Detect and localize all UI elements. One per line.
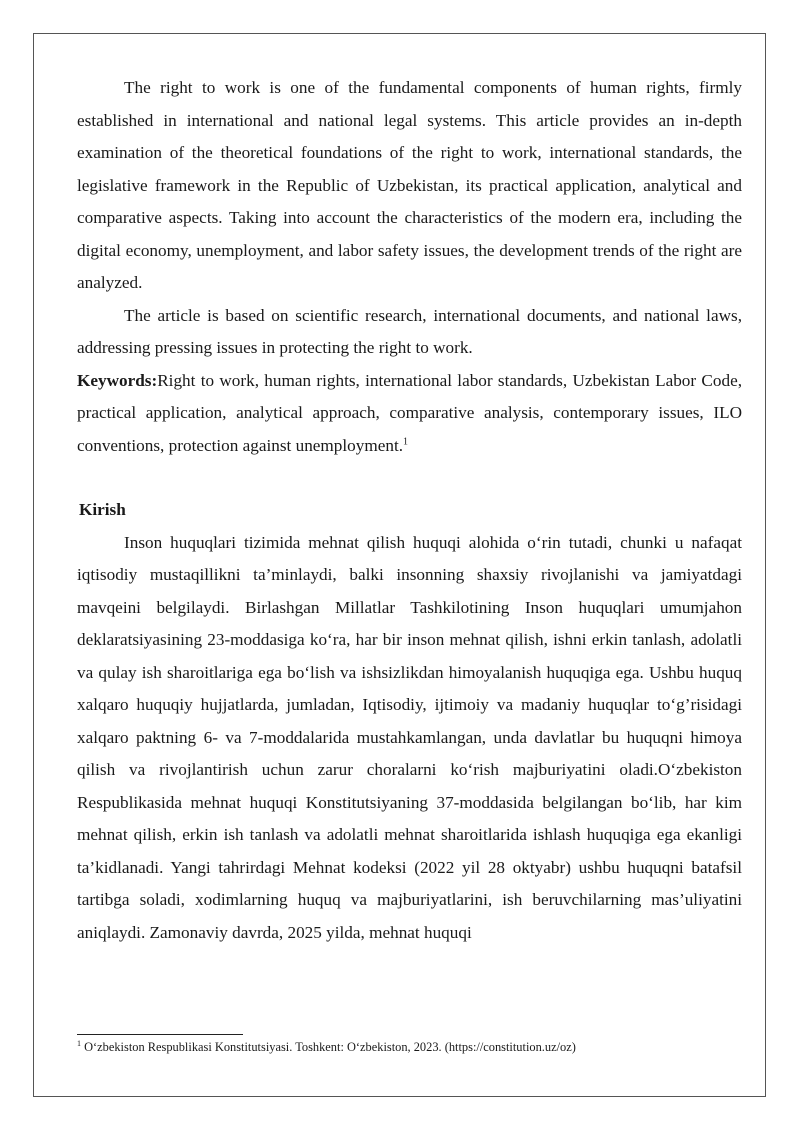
- section-paragraph: Inson huquqlari tizimida mehnat qilish huquqi alohida o‘rin tutadi, chunki u nafaqat iqtisodiy mustaqillikni ta’minlaydi, balki insonning shaxsiy rivojlanishi va jamiyatdagi mavqeini belgilaydi. Birlashgan Millatlar Tashkilotining Inson huquqlari umumjahon deklaratsiyasining 23-moddasiga ko‘ra, har bir inson mehnat qilish, ishni erkin tanlash, adolatli va qulay ish sharoitlariga ega bo‘lish va ishsizlikdan himoyalanish huquqiga ega. Ushbu huquq xalqaro huquqiy hujjatlarda, jumladan, Iqtisodiy, ijtimoiy va madaniy huquqlar to‘g’risidagi xalqaro paktning 6- va 7-moddalarida mustahkamlangan, unda davlatlar bu huquqni himoya qilish va rivojlantirish uchun zarur choralarni ko‘rish majburiyatini oladi.O‘zbekiston Respublikasida mehnat huquqi Konstitutsiyaning 37-moddasida belgilangan bo‘lib, har kim mehnat qilish, erkin ish tanlash va adolatli mehnat sharoitlarida ishlash huquqiga ega ekanligi ta’kidlanadi. Yangi tahrirdagi Mehnat kodeksi (2022 yil 28 oktyabr) ushbu huquqni batafsil tartibga soladi, xodimlarning huquq va majburiyatlarini, ish beruvchilarning mas’uliyatini aniqlaydi. Zamonaviy davrda, 2025 yilda, mehnat huquqi: [77, 532, 742, 942]
- keywords-paragraph: [77, 365, 742, 463]
- abstract-paragraph-2: The article is based on scientific research, international documents, and national laws, addressing pressing issues in protecting the right to work.: [77, 305, 742, 357]
- footnote-separator: [77, 1034, 243, 1035]
- document-body: [77, 72, 742, 949]
- section-heading: Kirish: [79, 500, 126, 519]
- footnote-mark: 1: [77, 1038, 81, 1048]
- footnote-reference[interactable]: 1: [403, 435, 409, 447]
- keywords-label: Keywords:: [77, 370, 158, 390]
- abstract-paragraph-1: The right to work is one of the fundamental components of human rights, firmly established in international and national legal systems. This article provides an in-depth examination of the theoretical foundations of the right to work, international standards, the legislative framework in the Republic of Uzbekistan, its practical application, analytical and comparative aspects. Taking into account the characteristics of the modern era, including the digital economy, unemployment, and labor safety issues, the development trends of the right are analyzed.: [77, 78, 742, 292]
- footnote: [77, 1039, 742, 1055]
- footnote-text: O‘zbekiston Respublikasi Konstitutsiyasi. Toshkent: O‘zbekiston, 2023. (https://constitution.uz/oz): [81, 1040, 576, 1054]
- keywords-text: Right to work, human rights, international labor standards, Uzbekistan Labor Code, practical application, analytical approach, comparative analysis, contemporary issues, ILO conventions, protection against unemployment.: [77, 370, 742, 455]
